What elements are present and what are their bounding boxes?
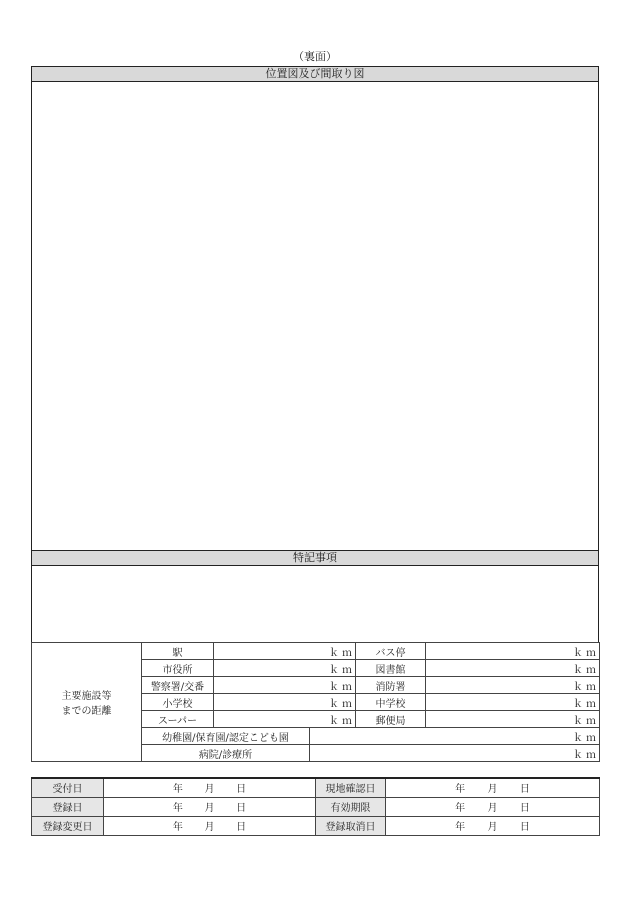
- date-field[interactable]: 年 月 日: [104, 778, 316, 797]
- date-label: 現地確認日: [316, 778, 386, 797]
- distance-value-field[interactable]: ｋｍ: [426, 660, 600, 677]
- facility-label: バス停: [356, 643, 426, 660]
- distance-value-field[interactable]: ｋｍ: [426, 694, 600, 711]
- facility-label: 病院/診療所: [142, 745, 310, 762]
- facility-label: 市役所: [142, 660, 214, 677]
- distance-value-field[interactable]: ｋｍ: [214, 643, 356, 660]
- facility-label: 駅: [142, 643, 214, 660]
- facility-label: 警察署/交番: [142, 677, 214, 694]
- table-row: [32, 816, 600, 835]
- table-row: [32, 797, 600, 816]
- distance-value-field[interactable]: ｋｍ: [310, 728, 600, 745]
- facility-label: スーパー: [142, 711, 214, 728]
- map-section: [31, 66, 599, 550]
- date-label: 有効期限: [316, 797, 386, 816]
- distance-value-field[interactable]: ｋｍ: [214, 694, 356, 711]
- date-field[interactable]: 年 月 日: [386, 816, 600, 835]
- table-row: [32, 643, 600, 660]
- date-label: 受付日: [32, 778, 104, 797]
- distance-value-field[interactable]: ｋｍ: [214, 660, 356, 677]
- date-field[interactable]: 年 月 日: [386, 778, 600, 797]
- date-label: 登録変更日: [32, 816, 104, 835]
- distance-value-field[interactable]: ｋｍ: [426, 643, 600, 660]
- date-field[interactable]: 年 月 日: [104, 816, 316, 835]
- distance-table: [31, 642, 600, 762]
- distance-group-label: 主要施設等 までの距離: [32, 643, 142, 762]
- date-field[interactable]: 年 月 日: [386, 797, 600, 816]
- date-label: 登録取消日: [316, 816, 386, 835]
- table-row: [32, 778, 600, 797]
- notes-section-title: 特記事項: [32, 551, 598, 566]
- facility-label: 郵便局: [356, 711, 426, 728]
- facility-label: 中学校: [356, 694, 426, 711]
- registration-table: [31, 777, 600, 836]
- distance-value-field[interactable]: ｋｍ: [310, 745, 600, 762]
- distance-value-field[interactable]: ｋｍ: [426, 677, 600, 694]
- page-caption: （裏面）: [293, 50, 337, 63]
- distance-value-field[interactable]: ｋｍ: [426, 711, 600, 728]
- map-section-title: 位置図及び間取り図: [32, 67, 598, 82]
- date-label: 登録日: [32, 797, 104, 816]
- facility-label: 幼稚園/保育園/認定こども園: [142, 728, 310, 745]
- facility-label: 消防署: [356, 677, 426, 694]
- distance-value-field[interactable]: ｋｍ: [214, 711, 356, 728]
- notes-section: [31, 550, 599, 643]
- facility-label: 小学校: [142, 694, 214, 711]
- distance-value-field[interactable]: ｋｍ: [214, 677, 356, 694]
- facility-label: 図書館: [356, 660, 426, 677]
- date-field[interactable]: 年 月 日: [104, 797, 316, 816]
